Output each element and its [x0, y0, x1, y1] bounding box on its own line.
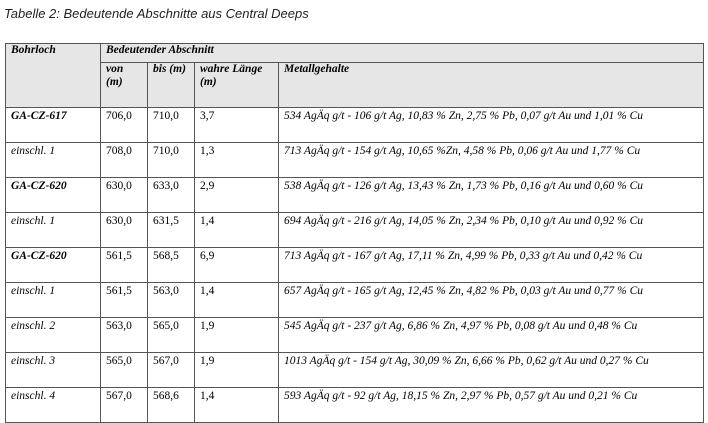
header-metallgehalte: Metallgehalte — [279, 63, 704, 108]
table-row — [6, 353, 704, 388]
cell-bohrloch: GA-CZ-617 — [6, 108, 101, 143]
table-row — [6, 178, 704, 213]
header-row-columns — [6, 63, 704, 108]
cell-bis: 631,5 — [148, 213, 195, 248]
cell-metallgehalte: 713 AgÄq g/t - 154 g/t Ag, 10,65 %Zn, 4,58 % Pb, 0,06 g/t Au und 1,77 % Cu — [279, 143, 704, 178]
header-bohrloch: Bohrloch — [6, 44, 101, 108]
cell-von: 630,0 — [101, 213, 148, 248]
header-bis: bis (m) — [148, 63, 195, 108]
cell-bohrloch: GA-CZ-620 — [6, 178, 101, 213]
cell-von: 561,5 — [101, 248, 148, 283]
cell-bohrloch: einschl. 3 — [6, 353, 101, 388]
intercepts-table — [5, 43, 704, 423]
cell-bis: 710,0 — [148, 143, 195, 178]
cell-wahre-laenge: 2,9 — [195, 178, 279, 213]
cell-wahre-laenge: 1,4 — [195, 283, 279, 318]
cell-von: 561,5 — [101, 283, 148, 318]
cell-metallgehalte: 713 AgÄq g/t - 167 g/t Ag, 17,11 % Zn, 4,99 % Pb, 0,33 g/t Au und 0,42 % Cu — [279, 248, 704, 283]
cell-metallgehalte: 1013 AgÄq g/t - 154 g/t Ag, 30,09 % Zn, 6,66 % Pb, 0,62 g/t Au und 0,27 % Cu — [279, 353, 704, 388]
cell-bis: 568,5 — [148, 248, 195, 283]
cell-metallgehalte: 657 AgÄq g/t - 165 g/t Ag, 12,45 % Zn, 4,82 % Pb, 0,03 g/t Au und 0,77 % Cu — [279, 283, 704, 318]
table-row — [6, 248, 704, 283]
table-row — [6, 143, 704, 178]
cell-bis: 633,0 — [148, 178, 195, 213]
cell-von: 706,0 — [101, 108, 148, 143]
cell-bis: 563,0 — [148, 283, 195, 318]
cell-bohrloch: einschl. 1 — [6, 143, 101, 178]
table-row — [6, 108, 704, 143]
cell-wahre-laenge: 1,3 — [195, 143, 279, 178]
cell-wahre-laenge: 1,4 — [195, 213, 279, 248]
header-von: von (m) — [101, 63, 148, 108]
cell-metallgehalte: 538 AgÄq g/t - 126 g/t Ag, 13,43 % Zn, 1,73 % Pb, 0,16 g/t Au und 0,60 % Cu — [279, 178, 704, 213]
cell-bohrloch: einschl. 1 — [6, 283, 101, 318]
header-row-group — [6, 44, 704, 63]
table-body — [6, 108, 704, 423]
cell-bohrloch: einschl. 4 — [6, 388, 101, 423]
cell-bis: 568,6 — [148, 388, 195, 423]
cell-metallgehalte: 593 AgÄq g/t - 92 g/t Ag, 18,15 % Zn, 2,97 % Pb, 0,57 g/t Au und 0,21 % Cu — [279, 388, 704, 423]
cell-bohrloch: einschl. 1 — [6, 213, 101, 248]
cell-wahre-laenge: 6,9 — [195, 248, 279, 283]
cell-bis: 710,0 — [148, 108, 195, 143]
table-caption: Tabelle 2: Bedeutende Abschnitte aus Central Deeps — [4, 6, 309, 21]
cell-wahre-laenge: 1,9 — [195, 353, 279, 388]
cell-bis: 565,0 — [148, 318, 195, 353]
table-row — [6, 388, 704, 423]
cell-von: 565,0 — [101, 353, 148, 388]
cell-metallgehalte: 534 AgÄq g/t - 106 g/t Ag, 10,83 % Zn, 2,75 % Pb, 0,07 g/t Au und 1,01 % Cu — [279, 108, 704, 143]
cell-von: 630,0 — [101, 178, 148, 213]
table-row — [6, 283, 704, 318]
cell-wahre-laenge: 3,7 — [195, 108, 279, 143]
cell-von: 563,0 — [101, 318, 148, 353]
table-row — [6, 213, 704, 248]
cell-wahre-laenge: 1,4 — [195, 388, 279, 423]
cell-metallgehalte: 545 AgÄq g/t - 237 g/t Ag, 6,86 % Zn, 4,97 % Pb, 0,08 g/t Au und 0,48 % Cu — [279, 318, 704, 353]
table-row — [6, 318, 704, 353]
cell-von: 567,0 — [101, 388, 148, 423]
header-wahre-laenge: wahre Länge (m) — [195, 63, 279, 108]
cell-bohrloch: GA-CZ-620 — [6, 248, 101, 283]
cell-bis: 567,0 — [148, 353, 195, 388]
cell-von: 708,0 — [101, 143, 148, 178]
cell-bohrloch: einschl. 2 — [6, 318, 101, 353]
cell-metallgehalte: 694 AgÄq g/t - 216 g/t Ag, 14,05 % Zn, 2,34 % Pb, 0,10 g/t Au und 0,92 % Cu — [279, 213, 704, 248]
cell-wahre-laenge: 1,9 — [195, 318, 279, 353]
header-bedeutender-abschnitt: Bedeutender Abschnitt — [101, 44, 704, 63]
